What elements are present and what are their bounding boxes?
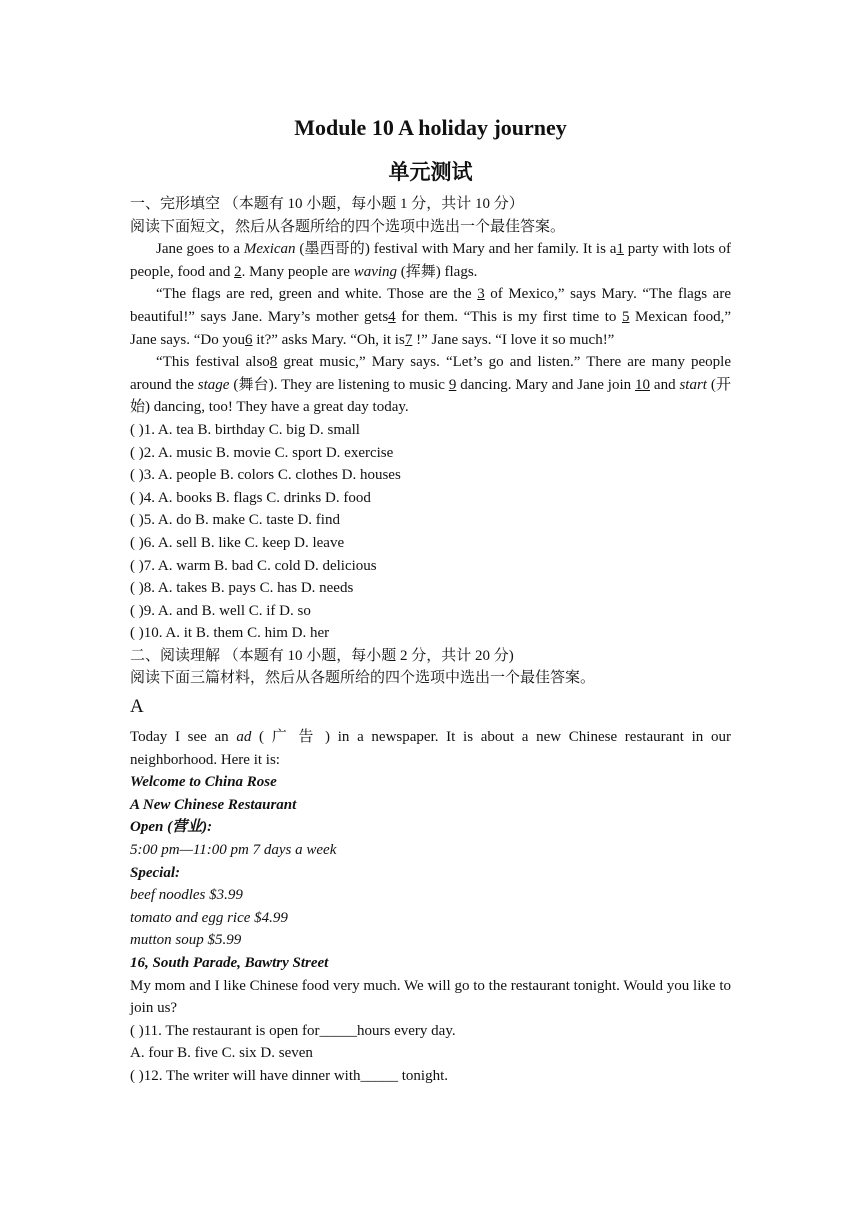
cloze-paragraph-3: “This festival also8 great music,” Mary says. “Let’s go and listen.” There are many people around the stage (舞台). They are listening to music 9 dancing. Mary and Jane join 10 and start (开始) dancing, too! They have a great day today. bbox=[130, 354, 732, 416]
blank-6: 6 bbox=[244, 331, 253, 348]
section-a-label: A bbox=[130, 696, 144, 718]
question-3: ( )3. A. people B. colors C. clothes D. houses bbox=[130, 467, 401, 484]
question-10: ( )10. A. it B. them C. him D. her bbox=[130, 625, 330, 642]
cloze-paragraph-1: Jane goes to a Mexican (墨西哥的) festival with Mary and her family. It is a1 party with lots of people, food and 2. Many people are waving (挥舞) flags. bbox=[130, 241, 732, 280]
ad-menu-item: tomato and egg rice $4.99 bbox=[130, 909, 288, 926]
blank-2: 2 bbox=[234, 263, 242, 280]
question-11-options: A. four B. five C. six D. seven bbox=[130, 1045, 313, 1062]
ad-address: 16, South Parade, Bawtry Street bbox=[130, 955, 329, 971]
question-2: ( )2. A. music B. movie C. sport D. exercise bbox=[130, 444, 394, 461]
blank-10: 10 bbox=[635, 376, 651, 393]
question-9: ( )9. A. and B. well C. if D. so bbox=[130, 602, 311, 619]
question-5: ( )5. A. do B. make C. taste D. find bbox=[130, 512, 340, 529]
cloze-paragraph-2: “The flags are red, green and white. Those are the 3 of Mexico,” says Mary. “The flags are beautiful!” says Jane. Mary’s mother gets4 for them. “This is my first time to 5 Mexican food,” Jane says. “Do you6 it?” asks Mary. “Oh, it is7 !” Jane says. “I love it so much!” bbox=[130, 286, 731, 348]
question-11: ( )11. The restaurant is open for_____hours every day. bbox=[130, 1022, 456, 1039]
ad-restaurant-name: A New Chinese Restaurant bbox=[130, 796, 297, 813]
blank-8: 8 bbox=[269, 354, 278, 371]
ad-menu-item: mutton soup $5.99 bbox=[130, 932, 242, 949]
question-4: ( )4. A. books B. flags C. drinks D. food bbox=[130, 489, 371, 506]
blank-1: 1 bbox=[616, 241, 624, 258]
part2-heading: 二、阅读理解 （本题有 10 小题，每小题 2 分，共计 20 分) bbox=[130, 647, 514, 664]
question-7: ( )7. A. warm B. bad C. cold D. delicious bbox=[130, 557, 377, 574]
part1-heading: 一、完形填空 （本题有 10 小题，每小题 1 分，共计 10 分） bbox=[130, 196, 524, 212]
question-6: ( )6. A. sell B. like C. keep D. leave bbox=[130, 534, 345, 551]
question-8: ( )8. A. takes B. pays C. has D. needs bbox=[130, 580, 354, 597]
question-12: ( )12. The writer will have dinner with_____ tonight. bbox=[130, 1067, 448, 1084]
blank-5: 5 bbox=[621, 308, 630, 325]
ad-menu-item: beef noodles $3.99 bbox=[130, 887, 243, 904]
document-title: Module 10 A holiday journey bbox=[294, 115, 567, 140]
ad-hours: 5:00 pm—11:00 pm 7 days a week bbox=[130, 842, 337, 859]
blank-4: 4 bbox=[388, 308, 396, 325]
blank-7: 7 bbox=[404, 331, 413, 348]
part2-instruction: 阅读下面三篇材料，然后从各题所给的四个选项中选出一个最佳答案。 bbox=[130, 670, 596, 687]
reading-intro: Today I see an ad ( 广 告 ) in a newspaper. It is about a new Chinese restaurant in our neighborhood. Here it is: bbox=[130, 729, 731, 768]
document-body bbox=[130, 193, 731, 1088]
ad-open-label: Open (营业): bbox=[130, 819, 213, 836]
blank-9: 9 bbox=[448, 376, 457, 393]
reading-closing: My mom and I like Chinese food very much. We will go to the restaurant tonight. Would you like to join us? bbox=[130, 977, 731, 1017]
document-subtitle: 单元测试 bbox=[388, 160, 473, 184]
blank-3: 3 bbox=[477, 286, 485, 303]
ad-welcome: Welcome to China Rose bbox=[130, 774, 277, 791]
question-1: ( )1. A. tea B. birthday C. big D. small bbox=[130, 421, 360, 438]
part1-instruction: 阅读下面短文，然后从各题所给的四个选项中选出一个最佳答案。 bbox=[130, 218, 566, 235]
ad-special-label: Special: bbox=[130, 864, 180, 881]
